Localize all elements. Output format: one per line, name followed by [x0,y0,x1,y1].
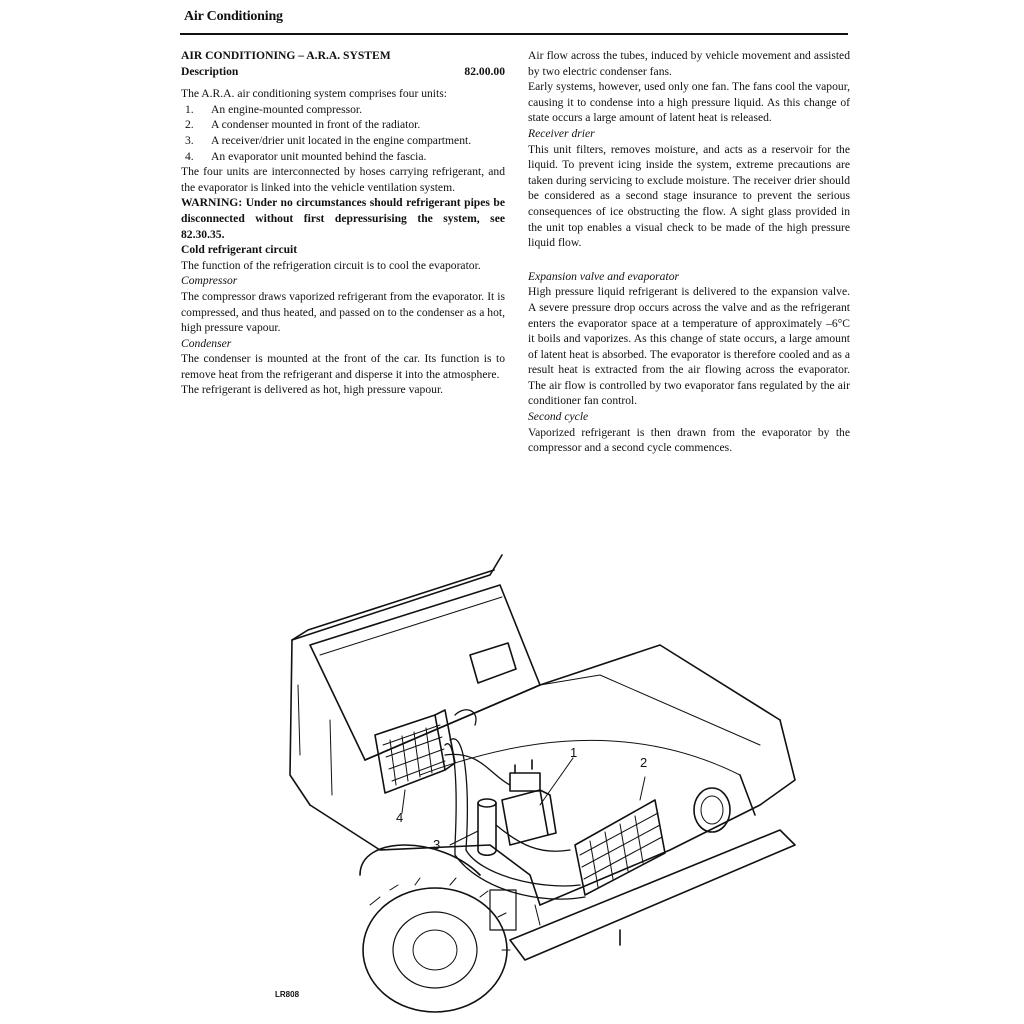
windscreen-frame [292,555,502,640]
front-panel [540,720,795,905]
headlight [694,788,730,832]
bumper [510,830,795,960]
circuit-heading: Cold refrigerant circuit [181,243,298,257]
compressor-unit [502,760,556,845]
expansion-text: High pressure liquid refrigerant is delivered to the expansion valve. A severe pressure drop occurs across the valve and as the refrigerant enters the evaporator space at a temperature of approximately –6°C it boils and vaporizes. As this change of state occurs, a large amount of latent heat is absorbed. The evaporator is therefore cooled and as a result heat is extracted from the air flowing across the evaporator. The air flow is controlled by two evaporator fans regulated by the air conditioner fan control. [528,285,850,408]
right-column [528,48,850,456]
compressor-heading: Compressor [181,274,238,288]
warning-text: WARNING: Under no circumstances should refrigerant pipes be disconnected without first depressurising the system, see 82.30.35. [181,196,505,241]
header-rule [180,33,848,35]
condenser-unit [575,800,665,895]
callout-2: 2 [640,755,648,770]
list-item: 4. An evaporator unit mounted behind the fascia. [185,149,427,163]
callout-4: 4 [396,810,404,825]
list-item: 1. An engine-mounted compressor. [185,102,363,116]
airflow-text: Air flow across the tubes, induced by vehicle movement and assisted by two electric condenser fans. [528,49,850,78]
section-header: Air Conditioning [184,9,283,24]
intro-text: The A.R.A. air conditioning system comprises four units: [181,87,447,101]
wheel [363,888,507,1012]
early-systems-text: Early systems, however, used only one fan. The fans cool the vapour, causing it to condense into a high pressure liquid. As this change of state occurs a large amount of latent heat is released. [528,80,850,125]
cycle-text: Vaporized refrigerant is then drawn from the evaporator by the compressor and a second cycle commences. [528,425,850,455]
callout-leader-3 [450,831,478,845]
units-list [181,102,505,164]
operation-code: 82.00.00 [464,64,505,78]
evaporator-unit [375,710,455,793]
left-column [181,48,505,398]
condenser-text-2: The refrigerant is delivered as hot, high pressure vapour. [181,383,444,397]
condenser-text: The condenser is mounted at the front of the car. Its function is to remove heat from the refrigerant and disperse it into the atmosphere. [181,352,505,381]
interconnect-text: The four units are interconnected by hoses carrying refrigerant, and the evaporator is linked into the vehicle ventilation system. [181,165,505,194]
mirror [470,643,516,683]
page-title: AIR CONDITIONING – A.R.A. SYSTEM [181,49,391,62]
callout-leader-2 [640,777,645,800]
drier-text: This unit filters, removes moisture, and acts as a reservoir for the liquid. To prevent icing inside the system, extreme precautions are taken during servicing to exclude moisture. The receiver drier should be considered as a second stage insurance to prevent the serious consequences of ice obstructing the flow. A sight glass provided in the unit top enables a visual check to be made of the high pressure liquid flow. [528,142,850,250]
condenser-heading: Condenser [181,336,232,350]
vehicle-ac-diagram [240,545,800,1015]
list-item: 3. A receiver/drier unit located in the engine compartment. [185,133,472,147]
description-label: Description [181,64,239,78]
cycle-heading: Second cycle [528,410,589,424]
compressor-text: The compressor draws vaporized refrigerant from the evaporator. It is compressed, and thus heated, and passed on to the condenser as a hot, high pressure vapour. [181,289,505,335]
expansion-heading: Expansion valve and evaporator [528,269,680,283]
drier-heading: Receiver drier [528,126,595,140]
refrigerant-pipes [445,710,585,899]
circuit-text: The function of the refrigeration circuit is to cool the evaporator. [181,258,481,272]
callout-leader-1 [540,758,573,805]
description-subhead [181,64,505,80]
list-item: 2. A condenser mounted in front of the radiator. [185,118,421,132]
figure-id: LR808 [275,990,300,999]
callout-1: 1 [570,745,578,760]
callout-3: 3 [433,837,441,852]
